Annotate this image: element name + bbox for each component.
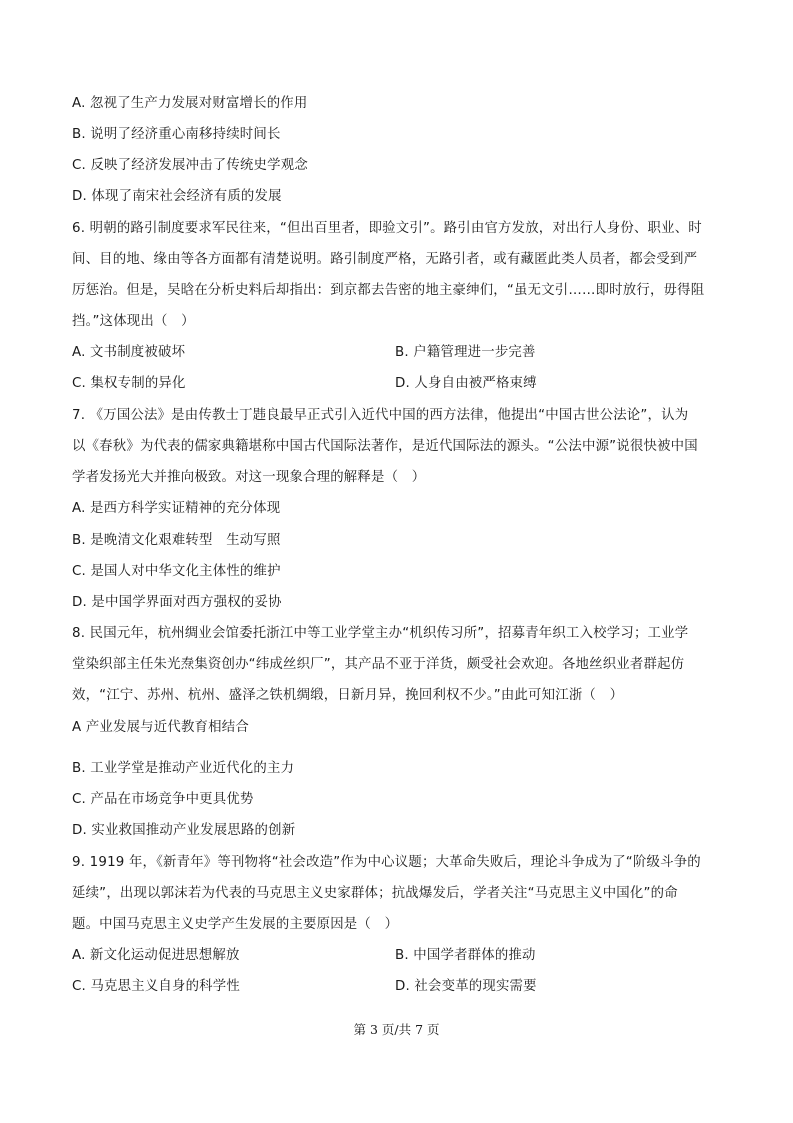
page-number-footer: 第 3 页/共 7 页 bbox=[353, 1022, 440, 1037]
q6-stem-line-4: 挡。”这体现出（ ） bbox=[72, 314, 195, 329]
q8-option-a: A 产业发展与近代教育相结合 bbox=[72, 720, 249, 735]
q8-stem-line-2: 堂染织部主任朱光焘集资创办“纬成丝织厂”，其产品不亚于洋货，颇受社会欢迎。各地丝织业者群起仿 bbox=[72, 657, 685, 672]
q9-stem-line-3: 题。中国马克思主义史学产生发展的主要原因是（ ） bbox=[72, 917, 399, 932]
q9-stem-line-2: 延续”，出现以郭沫若为代表的马克思主义史家群体；抗战爆发后，学者关注“马克思主义中国化”的命 bbox=[72, 886, 678, 901]
q6-option-d: D. 人身自由被严格束缚 bbox=[395, 376, 537, 391]
q7-option-d: D. 是中国学界面对西方强权的妥协 bbox=[72, 595, 282, 610]
q9-option-c: C. 马克思主义自身的科学性 bbox=[72, 979, 240, 994]
q5-option-c: C. 反映了经济发展冲击了传统史学观念 bbox=[72, 158, 308, 173]
q7-stem-line-2: 以《春秋》为代表的儒家典籍堪称中国古代国际法著作，是近代国际法的源头。“公法中源”说很快被中国 bbox=[72, 439, 698, 454]
q7-stem-line-1: 7. 《万国公法》是由传教士丁韪良最早正式引入近代中国的西方法律，他提出“中国古世公法论”，认为 bbox=[72, 408, 689, 423]
q6-stem-line-1: 6. 明朝的路引制度要求军民往来，“但出百里者，即验文引”。路引由官方发放，对出行人身份、职业、时 bbox=[72, 221, 702, 236]
q7-option-b: B. 是晚清文化艰难转型 生动写照 bbox=[72, 533, 281, 548]
q9-stem-line-1: 9. 1919 年，《新青年》等刊物将“社会改造”作为中心议题；大革命失败后，理论斗争成为了“阶级斗争的 bbox=[72, 855, 701, 870]
q6-stem-line-3: 厉惩治。但是，吴晗在分析史料后却指出：到京都去告密的地主豪绅们，“虽无文引……即时放行，毋得阻 bbox=[72, 283, 705, 298]
q6-option-b: B. 户籍管理进一步完善 bbox=[395, 345, 536, 360]
q8-option-b: B. 工业学堂是推动产业近代化的主力 bbox=[72, 761, 295, 776]
q9-option-a: A. 新文化运动促进思想解放 bbox=[72, 948, 240, 963]
q5-option-b: B. 说明了经济重心南移持续时间长 bbox=[72, 127, 281, 142]
q5-option-a: A. 忽视了生产力发展对财富增长的作用 bbox=[72, 96, 308, 111]
q9-option-b: B. 中国学者群体的推动 bbox=[395, 948, 536, 963]
q7-stem-line-3: 学者发扬光大并推向极致。对这一现象合理的解释是（ ） bbox=[72, 470, 426, 485]
q9-option-d: D. 社会变革的现实需要 bbox=[395, 979, 537, 994]
q6-option-c: C. 集权专制的异化 bbox=[72, 376, 186, 391]
q5-option-d: D. 体现了南宋社会经济有质的发展 bbox=[72, 189, 282, 204]
q8-option-d: D. 实业救国推动产业发展思路的创新 bbox=[72, 823, 296, 838]
q8-stem-line-3: 效，“江宁、苏州、杭州、盛泽之铁机绸缎，日新月异，挽回利权不少。”由此可知江浙（ ） bbox=[72, 688, 624, 703]
q7-option-c: C. 是国人对中华文化主体性的维护 bbox=[72, 564, 281, 579]
q6-option-a: A. 文书制度被破坏 bbox=[72, 345, 186, 360]
q8-option-c: C. 产品在市场竞争中更具优势 bbox=[72, 792, 254, 807]
q8-stem-line-1: 8. 民国元年，杭州绸业会馆委托浙江中等工业学堂主办“机织传习所”，招募青年织工入校学习；工业学 bbox=[72, 626, 689, 641]
q7-option-a: A. 是西方科学实证精神的充分体现 bbox=[72, 501, 281, 516]
q6-stem-line-2: 间、目的地、缘由等各方面都有清楚说明。路引制度严格，无路引者，或有藏匿此类人员者，都会受到严 bbox=[72, 252, 698, 267]
